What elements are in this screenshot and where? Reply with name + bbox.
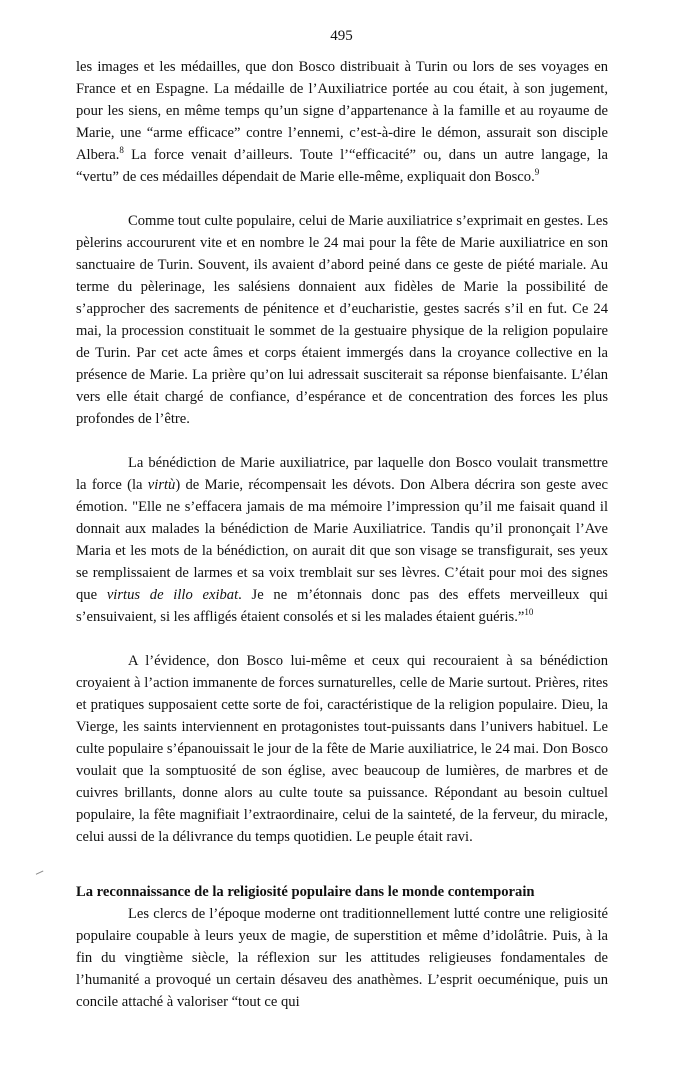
footnote-ref-8: 8	[119, 145, 124, 155]
paragraph-clergy: Les clercs de l’époque moderne ont traditionnellement lutté contre une religiosité populaire coupable à leurs yeux de magie, de superstition et même d’idolâtrie. Puis, à la fin du vingtième siècle, la réflexion sur les attitudes religieuses fondamentales de l’humanité a provoqué un certain désaveu des anathèmes. L’esprit oecuménique, puis un concile attaché à valoriser “tout ce qui	[76, 906, 608, 1010]
paragraph-blessing-text-c: . Je ne m’étonnais donc pas des effets merveilleux qui s’ensuivaient, si les affligés étaient consolés et si les malades étaient guéris.”	[76, 587, 608, 625]
italic-virtus-latin: virtus de illo exibat	[106, 587, 239, 603]
page-body	[76, 56, 608, 1013]
section-gap	[76, 848, 608, 881]
paragraph-gap	[76, 188, 608, 210]
footnote-ref-10: 10	[524, 607, 534, 617]
paragraph-blessing-text-b: ) de Marie, récompensait les dévots. Don Albera décrira son geste avec émotion. "Elle ne s’effacera jamais de ma mémoire l’impression qu’il me faisait quand il donnait aux malades la bénédiction de Marie Auxiliatrice. Tandis qu’il prononçait l’Ave Maria et les mots de la bénédiction, on aurait dit que son visage se transfigurait, ses yeux se remplissaient de larmes et sa voix tremblait sur ses lèvres. C’était pour moi des signes que	[76, 477, 609, 603]
section-heading: La reconnaissance de la religiosité populaire dans le monde contemporain	[76, 884, 535, 900]
italic-virtu: virtù	[147, 477, 176, 493]
paragraph-gestures: Comme tout culte populaire, celui de Marie auxiliatrice s’exprimait en gestes. Les pèlerins accoururent vite et en nombre le 24 mai pour la fête de Marie auxiliatrice en son sanctuaire de Turin. Souvent, ils avaient d’abord peiné dans ce geste de piété mariale. Au terme du pèlerinage, les salésiens donnaient aux fidèles de Marie la possibilité de s’approcher des sacrements de pénitence et d’eucharistie, gestes sacrés s’il en fut. Ce 24 mai, la procession constituait le sommet de la gestuaire physique de la religion populaire de Turin. Par cet acte âmes et corps étaient immergés dans la croyance collective en la présence de Marie. La prière qu’on lui adressait susciterait sa réponse bienfaisante. L’élan vers elle était chargé de confiance, d’espérance et de concentration des forces les plus profondes de l’être.	[76, 213, 608, 427]
paragraph-gap	[76, 628, 608, 650]
page-number: 495	[330, 28, 353, 44]
paragraph-blessing	[76, 452, 608, 628]
paragraph-blessing-text-a: La bénédiction de Marie auxiliatrice, par laquelle don Bosco voulait transmettre la force (la	[76, 455, 608, 493]
margin-mark	[36, 870, 45, 876]
footnote-ref-9: 9	[534, 167, 540, 177]
paragraph-medals-text-a: les images et les médailles, que don Bosco distribuait à Turin ou lors de ses voyages en France et en Espagne. La médaille de l’Auxiliatrice portée au cou était, à son jugement, pour les siens, en même temps qu’un signe d’appartenance à la famille et au royaume de Marie, une “arme efficace” contre l’ennemi, c’est-à-dire le démon, assurait son disciple Albera.	[76, 59, 608, 163]
paragraph-medals-text-b: La force venait d’ailleurs. Toute l’“efficacité” ou, dans un autre langage, la “vertu” de ces médailles dépendait de Marie elle-même, expliquait don Bosco.	[76, 147, 608, 185]
paragraph-gap	[76, 430, 608, 452]
paragraph-evidence: A l’évidence, don Bosco lui-même et ceux qui recouraient à sa bénédiction croyaient à l’action immanente de forces surnaturelles, celle de Marie surtout. Prières, rites et pratiques supposaient cette sorte de foi, caractéristique de la religion populaire. Dieu, la Vierge, les saints interviennent en protagonistes tout-puissants dans l’univers habituel. Le culte populaire s’épanouissait le jour de la fête de Marie auxiliatrice, le 24 mai. Don Bosco voulait que la somptuosité de son église, avec beaucoup de lumières, de marbres et de cuivres brillants, donne alors au culte toute sa puissance. Répondant au besoin cultuel populaire, la fête magnifiait l’extraordinaire, celui de la sainteté, de la ferveur, du miracle, celui aussi de la délivrance du temps quotidien. Le peuple était ravi.	[76, 653, 608, 845]
paragraph-medals	[76, 56, 608, 188]
